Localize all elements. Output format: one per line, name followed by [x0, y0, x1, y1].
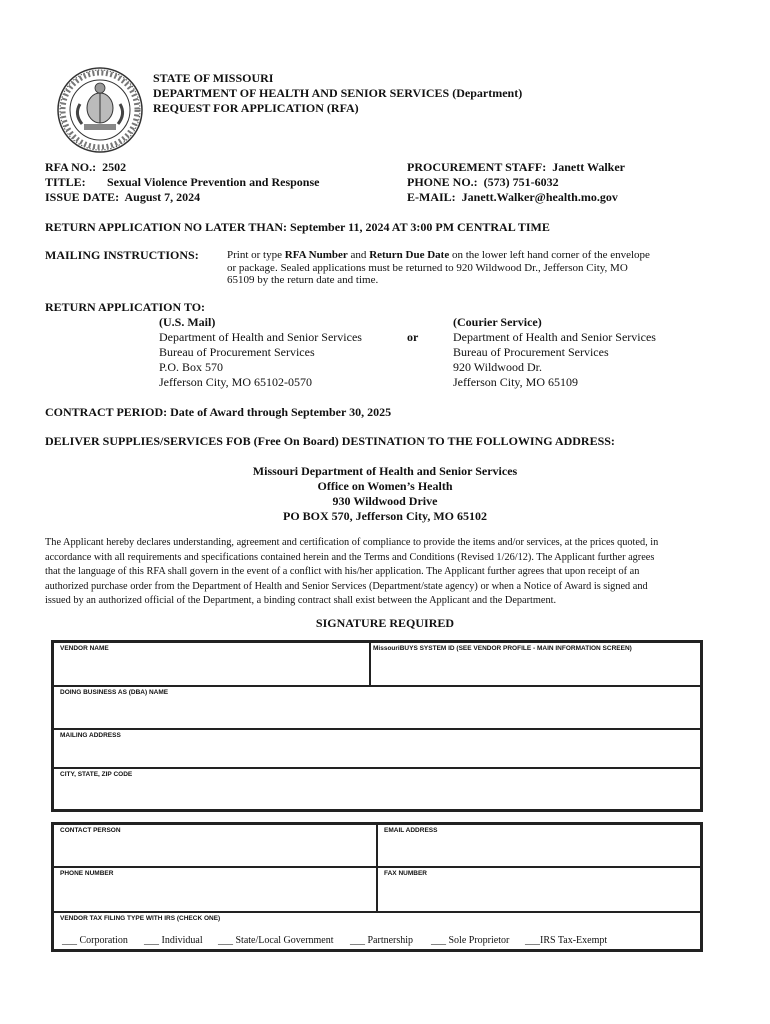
phone-number-field[interactable] — [53, 867, 377, 912]
destination-line3: 930 Wildwood Drive — [332, 494, 438, 508]
vendor-name-label: VENDOR NAME — [60, 645, 109, 652]
dba-name-field[interactable] — [53, 686, 701, 729]
tax-option-corporation[interactable]: ___ Corporation — [62, 935, 128, 946]
us-mail-line4: Jefferson City, MO 65102-0570 — [159, 375, 312, 389]
tax-option-state-local-government[interactable]: ___ State/Local Government — [218, 935, 334, 946]
mailing-text-2: and — [347, 249, 370, 261]
title-label: TITLE: — [45, 175, 86, 189]
document-header — [153, 71, 522, 116]
us-mail-address — [159, 315, 362, 390]
tax-option-irs-tax-exempt[interactable]: ___IRS Tax-Exempt — [525, 935, 608, 946]
us-mail-heading: (U.S. Mail) — [159, 315, 216, 329]
contact-person-field[interactable] — [53, 824, 377, 867]
courier-address — [453, 315, 656, 390]
mailing-instructions-text — [227, 249, 650, 287]
mailing-address-field[interactable] — [53, 729, 701, 768]
courier-line3: 920 Wildwood Dr. — [453, 360, 542, 374]
email-value: Janett.Walker@health.mo.gov — [461, 190, 618, 204]
tax-option-partnership[interactable]: ___ Partnership — [350, 935, 414, 946]
vendor-name-field[interactable] — [53, 642, 370, 686]
phone-label: PHONE NO.: — [407, 175, 478, 189]
mailing-text-1: Print or type — [227, 249, 285, 261]
return-to-label: RETURN APPLICATION TO: — [45, 300, 206, 314]
city-state-zip-label: CITY, STATE, ZIP CODE — [60, 771, 133, 778]
destination-line2: Office on Women’s Health — [317, 479, 453, 493]
courier-line4: Jefferson City, MO 65109 — [453, 375, 578, 389]
issue-date-value: August 7, 2024 — [124, 190, 201, 204]
rfa-info-right — [407, 160, 625, 205]
dba-name-label: DOING BUSINESS AS (DBA) NAME — [60, 689, 169, 696]
email-label: E-MAIL: — [407, 190, 456, 204]
courier-heading: (Courier Service) — [453, 315, 542, 329]
declaration-line3: that the language of this RFA shall govern in the event of a conflict with his/her application. The Applicant further agrees that upon receipt of an — [45, 566, 640, 577]
title-value: Sexual Violence Prevention and Response — [107, 175, 320, 189]
email-address-label: EMAIL ADDRESS — [384, 827, 438, 834]
procurement-staff-label: PROCUREMENT STAFF: — [407, 160, 547, 174]
mailing-text-line2: or package. Sealed applications must be returned to 920 Wildwood Dr., Jefferson City, MO — [227, 261, 628, 274]
phone-number-label: PHONE NUMBER — [60, 870, 114, 877]
us-mail-line2: Bureau of Procurement Services — [159, 345, 315, 359]
mailing-bold-rfa-number: RFA Number — [284, 249, 348, 261]
deliver-fob: DELIVER SUPPLIES/SERVICES FOB (Free On Board) DESTINATION TO THE FOLLOWING ADDRESS: — [45, 434, 615, 448]
fax-number-field[interactable] — [377, 867, 701, 912]
state-seal-logo — [56, 66, 144, 154]
procurement-staff-value: Janett Walker — [552, 160, 626, 174]
rfa-no-value: 2502 — [102, 160, 127, 174]
mailing-text-3: on the lower left hand corner of the envelope — [449, 249, 650, 261]
us-mail-line1: Department of Health and Senior Services — [159, 330, 362, 344]
tax-option-individual[interactable]: ___ Individual — [144, 935, 203, 946]
header-line-rfa: REQUEST FOR APPLICATION (RFA) — [153, 101, 359, 115]
tax-filing-type-label: VENDOR TAX FILING TYPE WITH IRS (CHECK ONE) — [60, 915, 221, 922]
destination-line4: PO BOX 570, Jefferson City, MO 65102 — [283, 509, 487, 523]
tax-option-sole-proprietor[interactable]: ___ Sole Proprietor — [431, 935, 510, 946]
declaration-line4: authorized purchase order from the Department of Health and Senior Services (Department/state agency) or when a Notice of Award is signed and — [45, 580, 648, 592]
mailing-text-line3: 65109 by the return date and time. — [227, 274, 379, 286]
courier-line2: Bureau of Procurement Services — [453, 345, 609, 359]
phone-value: (573) 751-6032 — [483, 175, 559, 189]
email-address-field[interactable] — [377, 824, 701, 867]
fax-number-label: FAX NUMBER — [384, 870, 427, 877]
contract-period: CONTRACT PERIOD: Date of Award through September 30, 2025 — [45, 405, 392, 419]
signature-required-heading: SIGNATURE REQUIRED — [315, 616, 455, 630]
destination-line1: Missouri Department of Health and Senior Services — [252, 464, 518, 478]
contact-person-label: CONTACT PERSON — [60, 827, 121, 834]
declaration-line1: The Applicant hereby declares understanding, agreement and certification of compliance to provide the items and/or services, at the prices quoted, in — [45, 537, 659, 548]
rfa-no-label: RFA NO.: — [45, 160, 97, 174]
declaration-line5: issued by an authorized official of the Department, a binding contract shall exist between the Applicant and the Department. — [45, 595, 557, 606]
mailing-instructions-label: MAILING INSTRUCTIONS: — [45, 248, 199, 262]
missouribuys-id-field[interactable] — [370, 642, 701, 686]
mailing-bold-return-due-date: Return Due Date — [369, 249, 450, 261]
courier-line1: Department of Health and Senior Services — [453, 330, 656, 344]
return-deadline: RETURN APPLICATION NO LATER THAN: September 11, 2024 AT 3:00 PM CENTRAL TIME — [45, 220, 550, 234]
header-line-department: DEPARTMENT OF HEALTH AND SENIOR SERVICES (Department) — [153, 86, 523, 100]
issue-date-label: ISSUE DATE: — [45, 190, 120, 204]
mailing-address-label: MAILING ADDRESS — [60, 732, 121, 739]
declaration-line2: accordance with all requirements and specifications contained herein and the Terms and Conditions (Revised 1/26/12). The Applicant further agrees — [45, 551, 655, 563]
declaration-paragraph — [45, 536, 658, 609]
us-mail-line3: P.O. Box 570 — [159, 360, 224, 374]
city-state-zip-field[interactable] — [53, 768, 701, 810]
missouribuys-id-label: MissouriBUYS SYSTEM ID (SEE VENDOR PROFILE - MAIN INFORMATION SCREEN) — [373, 645, 632, 652]
address-or-separator: or — [407, 330, 419, 344]
header-line-state: STATE OF MISSOURI — [153, 71, 274, 85]
rfa-info-left — [45, 160, 319, 205]
